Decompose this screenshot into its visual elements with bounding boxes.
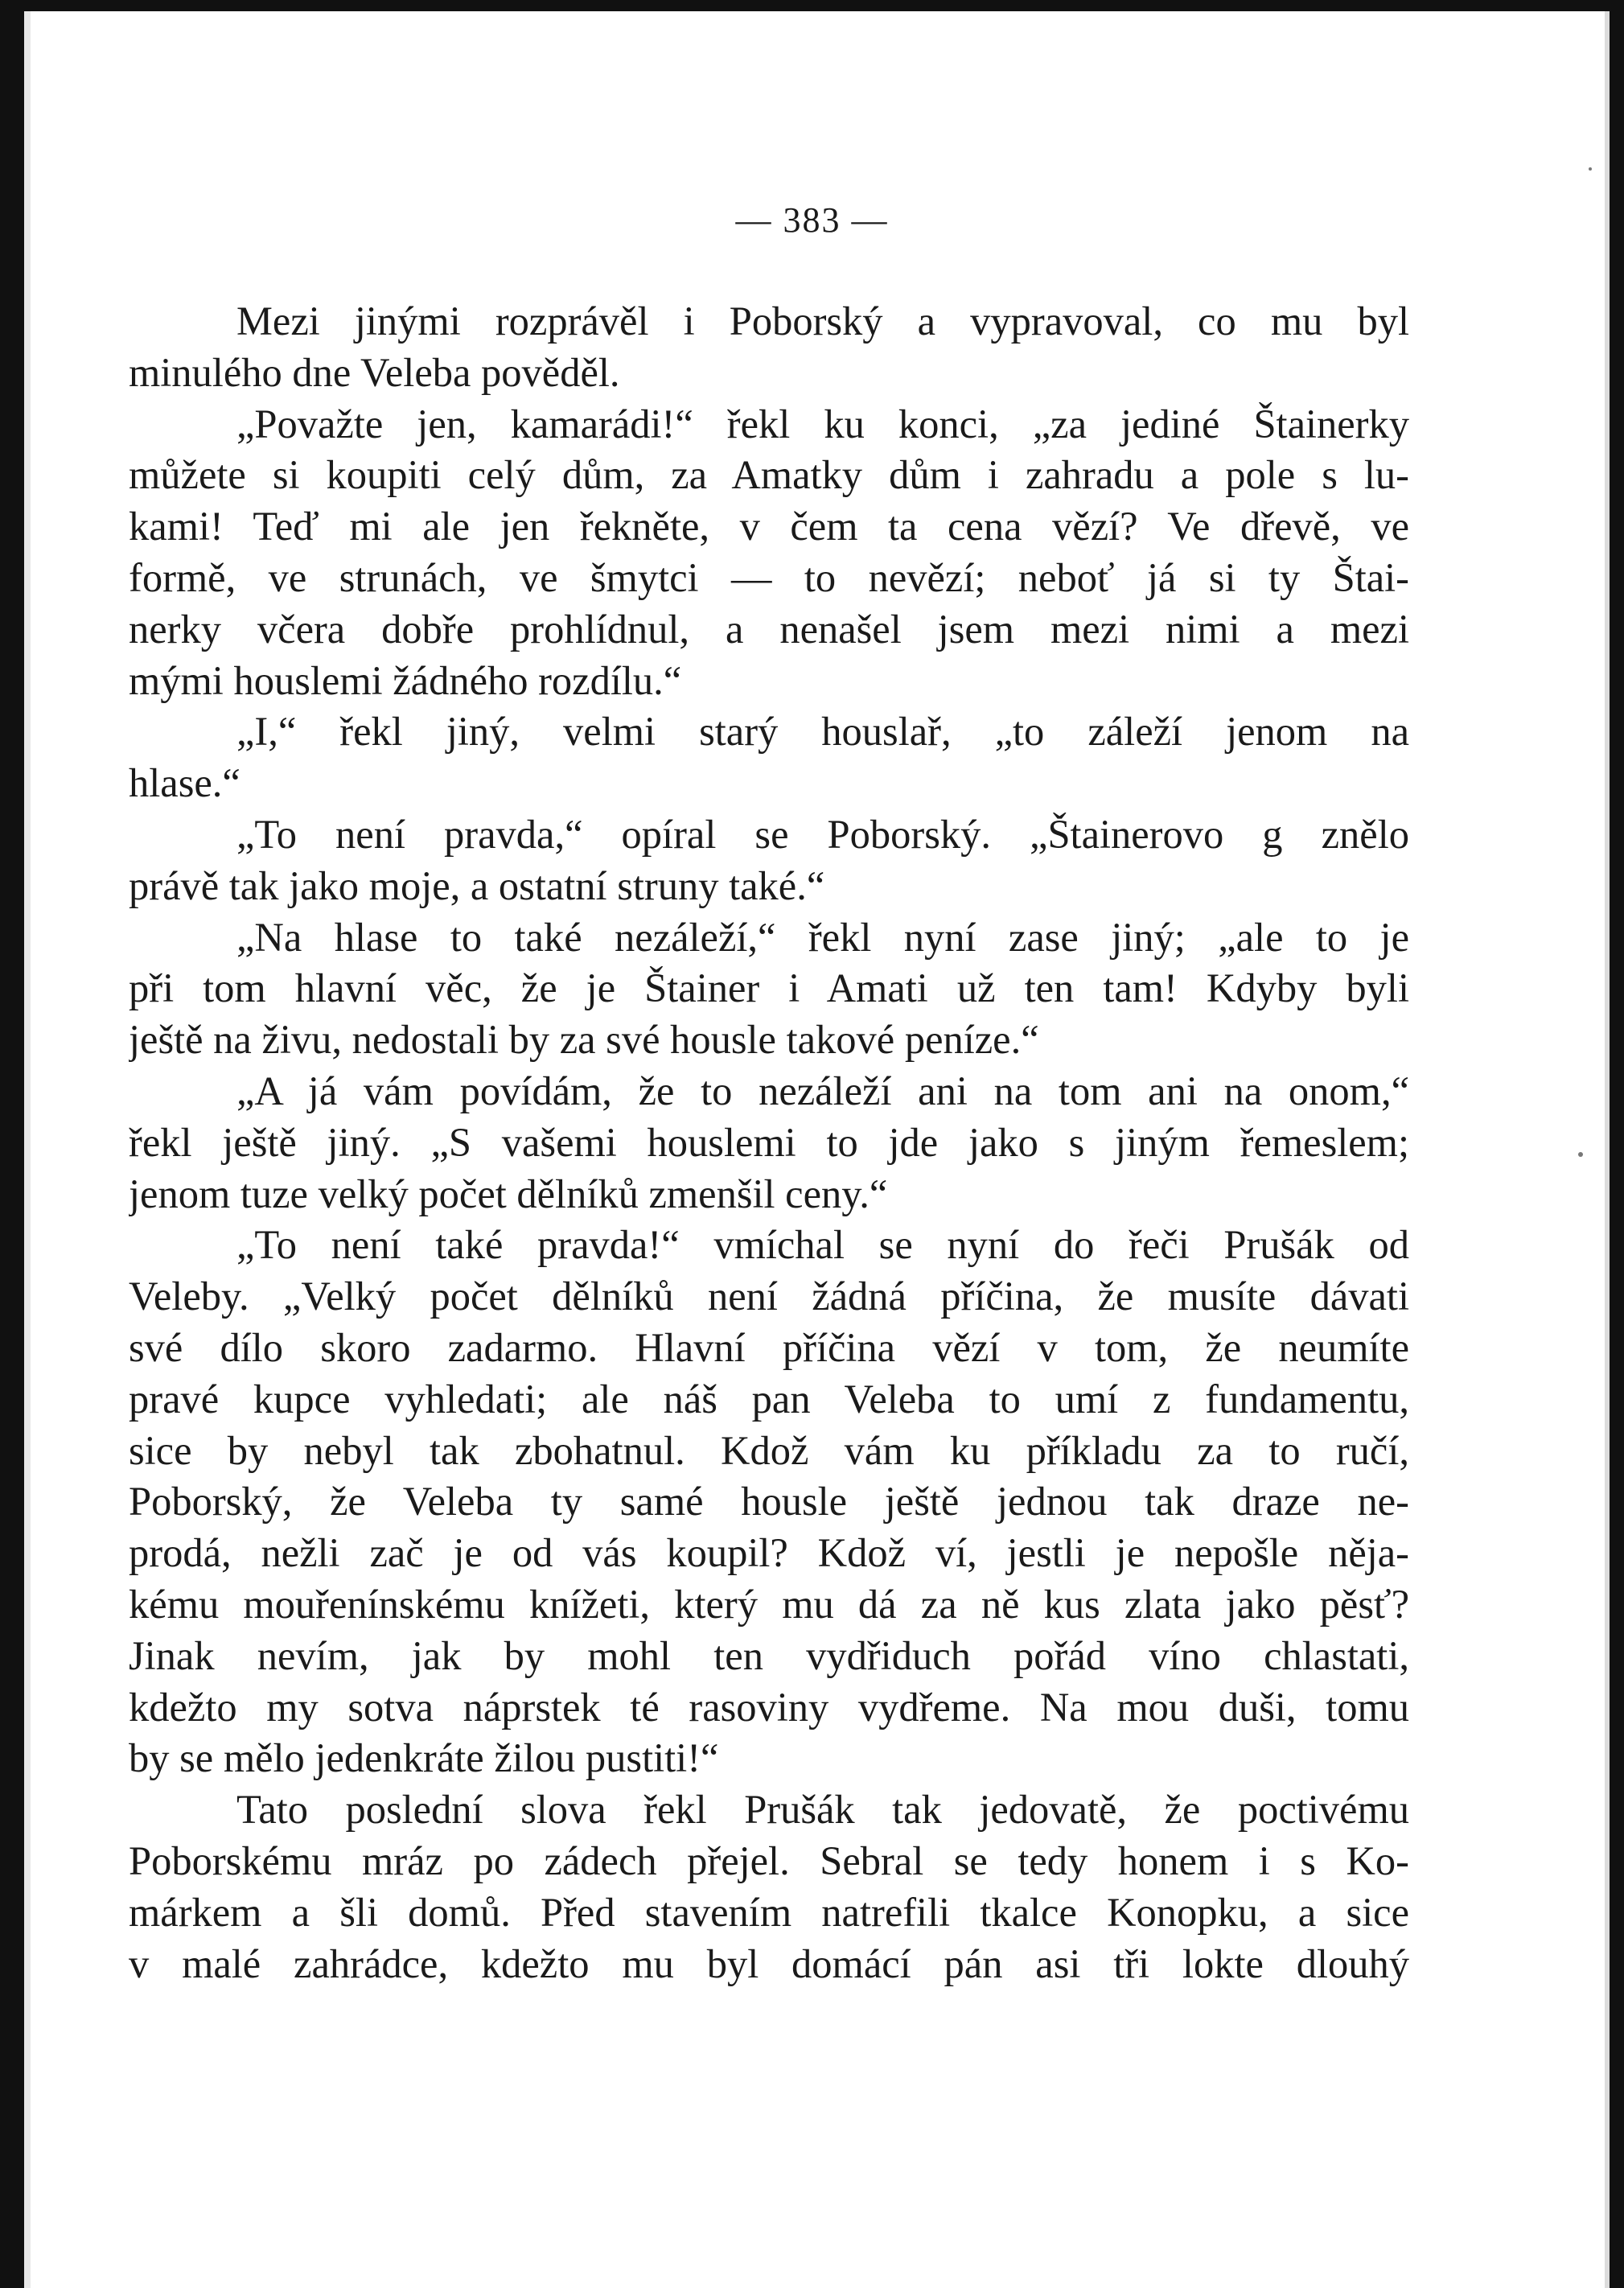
text-line: můžete si koupiti celý dům, za Amatky dům i zahradu a pole s lu- — [129, 452, 1409, 498]
text-line: při tom hlavní věc, že je Štainer i Amati už ten tam! Kdyby byli — [129, 965, 1409, 1011]
text-line: márkem a šli domů. Před stavením natrefili tkalce Konopku, a sice — [129, 1889, 1409, 1935]
text-line: Poborskému mráz po zádech přejel. Sebral se tedy honem i s Ko- — [129, 1837, 1409, 1883]
text-line: kami! Teď mi ale jen řekněte, v čem ta cena vězí? Ve dřevě, ve — [129, 504, 1409, 549]
text-line: v malé zahrádce, kdežto mu byl domácí pán asi tři lokte dlouhý — [129, 1940, 1409, 1986]
text-line: mými houslemi žádného rozdílu.“ — [129, 657, 682, 703]
scan-edge-right — [1605, 11, 1610, 2288]
page-number: — 383 — — [735, 200, 889, 240]
body-text — [129, 296, 1409, 1990]
text-line: minulého dne Veleba pověděl. — [129, 349, 620, 395]
text-line: své dílo skoro zadarmo. Hlavní příčina vězí v tom, že neumíte — [129, 1324, 1409, 1370]
text-line: právě tak jako moje, a ostatní struny také.“ — [129, 862, 825, 908]
text-line: by se mělo jedenkráte žilou pustiti!“ — [129, 1735, 719, 1781]
text-line: kdežto my sotva náprstek té rasoviny vydřeme. Na mou duši, tomu — [129, 1684, 1409, 1730]
scan-edge-left — [24, 11, 31, 2288]
scan-border-left — [0, 0, 24, 2288]
text-line: formě, ve strunách, ve šmytci — to nevězí; neboť já si ty Štai- — [129, 554, 1409, 600]
text-line: Tato poslední slova řekl Prušák tak jedovatě, že poctivému — [236, 1787, 1409, 1833]
text-line: Jinak nevím, jak by mohl ten vydřiduch pořád víno chlastati, — [129, 1632, 1409, 1678]
text-line: Poborský, že Veleba ty samé housle ještě jednou tak draze ne- — [129, 1479, 1409, 1525]
text-line: „Na hlase to také nezáleží,“ řekl nyní zase jiný; „ale to je — [236, 914, 1409, 960]
text-line: prodá, nežli zač je od vás koupil? Kdož ví, jestli je nepošle něja- — [129, 1530, 1409, 1576]
text-line: pravé kupce vyhledati; ale náš pan Veleba to umí z fundamentu, — [129, 1376, 1409, 1422]
text-line: Veleby. „Velký počet dělníků není žádná příčina, že musíte dávati — [129, 1274, 1409, 1319]
text-line: nerky včera dobře prohlídnul, a nenašel jsem mezi nimi a mezi — [129, 606, 1409, 652]
text-line: „I,“ řekl jiný, velmi starý houslař, „to záleží jenom na — [236, 709, 1409, 755]
text-line: „To není také pravda!“ vmíchal se nyní do řeči Prušák od — [236, 1222, 1409, 1268]
scan-border-top — [0, 0, 1624, 11]
scan-border-right — [1610, 0, 1624, 2288]
scan-speck — [1578, 1152, 1583, 1157]
text-line: „A já vám povídám, že to nezáleží ani na tom ani na onom,“ — [236, 1068, 1409, 1113]
text-line: sice by nebyl tak zbohatnul. Kdož vám ku příkladu za to ručí, — [129, 1427, 1409, 1473]
text-line: řekl ještě jiný. „S vašemi houslemi to jde jako s jiným řemeslem; — [129, 1119, 1409, 1165]
text-line: hlase.“ — [129, 760, 241, 806]
text-line: kému mouřenínskému knížeti, který mu dá za ně kus zlata jako pěsť? — [129, 1581, 1409, 1627]
text-line: jenom tuze velký počet dělníků zmenšil ceny.“ — [129, 1171, 888, 1216]
text-line: „Považte jen, kamarádi!“ řekl ku konci, „za jediné Štainerky — [236, 401, 1409, 446]
text-line: ještě na živu, nedostali by za své housle takové peníze.“ — [129, 1017, 1039, 1063]
scan-speck — [1589, 167, 1592, 171]
text-line: Mezi jinými rozprávěl i Poborský a vypravoval, co mu byl — [236, 298, 1409, 344]
text-line: „To není pravda,“ opíral se Poborský. „Štainerovo g znělo — [236, 811, 1409, 857]
